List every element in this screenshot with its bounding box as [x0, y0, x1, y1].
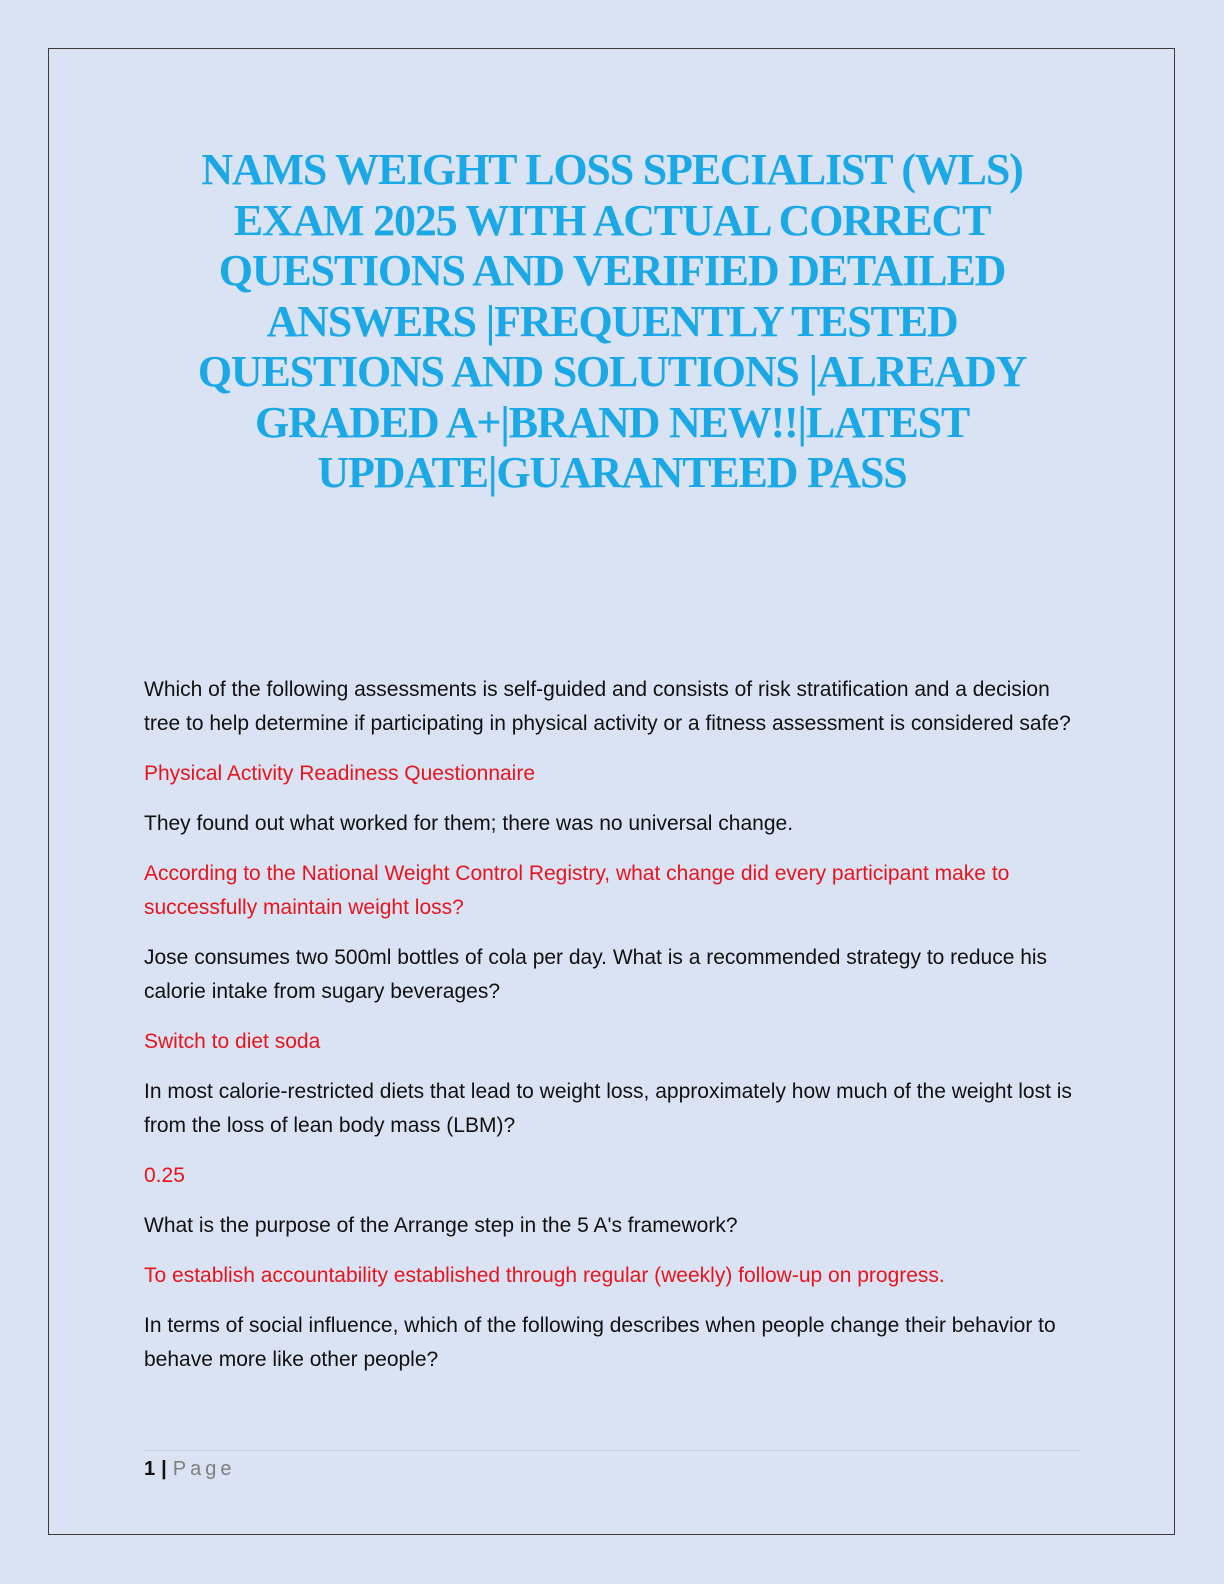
- document-body: [144, 673, 1084, 1393]
- paragraph-7: In most calorie-restricted diets that lead to weight loss, approximately how much of the weight lost is from the loss of lean body mass (LBM)?: [144, 1080, 1072, 1137]
- footer-divider: [144, 1450, 1080, 1451]
- paragraph-9: What is the purpose of the Arrange step in the 5 A's framework?: [144, 1214, 738, 1237]
- page-footer: [144, 1456, 235, 1482]
- paragraph-6: Switch to diet soda: [144, 1030, 321, 1053]
- paragraph-4: According to the National Weight Control Registry, what change did every participant make to successfully maintain weight loss?: [144, 862, 1010, 919]
- document-title: NAMS WEIGHT LOSS SPECIALIST (WLS) EXAM 2025 WITH ACTUAL CORRECT QUESTIONS AND VERIFIED DETAILED ANSWERS |FREQUENTLY TESTED QUESTIONS AND SOLUTIONS |ALREADY GRADED A+|BRAND NEW!!|LATEST UPDATE|GUARANTEED PASS: [197, 145, 1027, 497]
- paragraph-1: Which of the following assessments is self-guided and consists of risk stratification and a decision tree to help determine if participating in physical activity or a fitness assessment is considered safe?: [144, 678, 1071, 735]
- paragraph-11: In terms of social influence, which of the following describes when people change their behavior to behave more like other people?: [144, 1314, 1056, 1371]
- paragraph-10: To establish accountability established through regular (weekly) follow-up on progress.: [144, 1264, 945, 1287]
- paragraph-3: They found out what worked for them; there was no universal change.: [144, 812, 794, 835]
- paragraph-8: 0.25: [144, 1164, 185, 1187]
- footer-separator: |: [161, 1458, 167, 1480]
- paragraph-2: Physical Activity Readiness Questionnaire: [144, 762, 536, 785]
- page-number: 1: [144, 1458, 156, 1480]
- page-label: Page: [172, 1458, 236, 1480]
- paragraph-5: Jose consumes two 500ml bottles of cola per day. What is a recommended strategy to reduce his calorie intake from sugary beverages?: [144, 946, 1048, 1003]
